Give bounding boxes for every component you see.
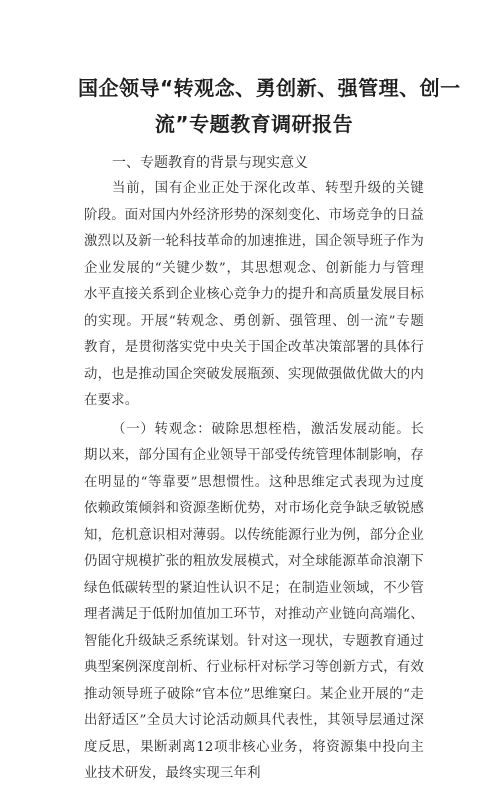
paragraph-change-mindset: （一）转观念：破除思想桎梏，激活发展动能。长期以来，部分国有企业领导干部受传统管理体制影响，存在明显的“等靠要”思想惯性。这种思维定式表现为过度依赖政策倾斜和资源垄断优势，对市场化竞争缺乏敏锐感知，危机意识相对薄弱。以传统能源行业为例，部分企业仍固守规模扩张的粗放发展模式，对全球能源革命浪潮下绿色低碳转型的紧迫性认识不足；在制造业领域，不少管理者满足于低附加值加工环节，对推动产业链向高端化、智能化升级缺乏系统谋划。针对这一现状，专题教育通过典型案例深度剖析、行业标杆对标学习等创新方式，有效推动领导班子破除“官本位”思维窠臼。某企业开展的“走出舒适区”全员大讨论活动颇具代表性，其领导层通过深度反思，果断剥离12项非核心业务，将资源集中投向主业技术研发，最终实现三年利 <box>84 421 424 781</box>
paragraph-current-situation: 当前，国有企业正处于深化改革、转型升级的关键阶段。面对国内外经济形势的深刻变化、市场竞争的日益激烈以及新一轮科技革命的加速推进，国企领导班子作为企业发展的“关键少数”，其思想观念、创新能力与管理水平直接关系到企业核心竞争力的提升和高质量发展目标的实现。开展“转观念、勇创新、强管理、创一流”专题教育，是贯彻落实党中央关于国企改革决策部署的具体行动，也是推动国企突破发展瓶颈、实现做强做优做大的内在要求。 <box>84 181 424 408</box>
document-title <box>78 70 461 142</box>
section-heading-background: 一、专题教育的背景与现实意义 <box>112 155 308 171</box>
title-line-1: 国企领导“转观念、勇创新、强管理、创一 <box>78 76 461 100</box>
title-line-2: 流”专题教育调研报告 <box>154 112 354 136</box>
